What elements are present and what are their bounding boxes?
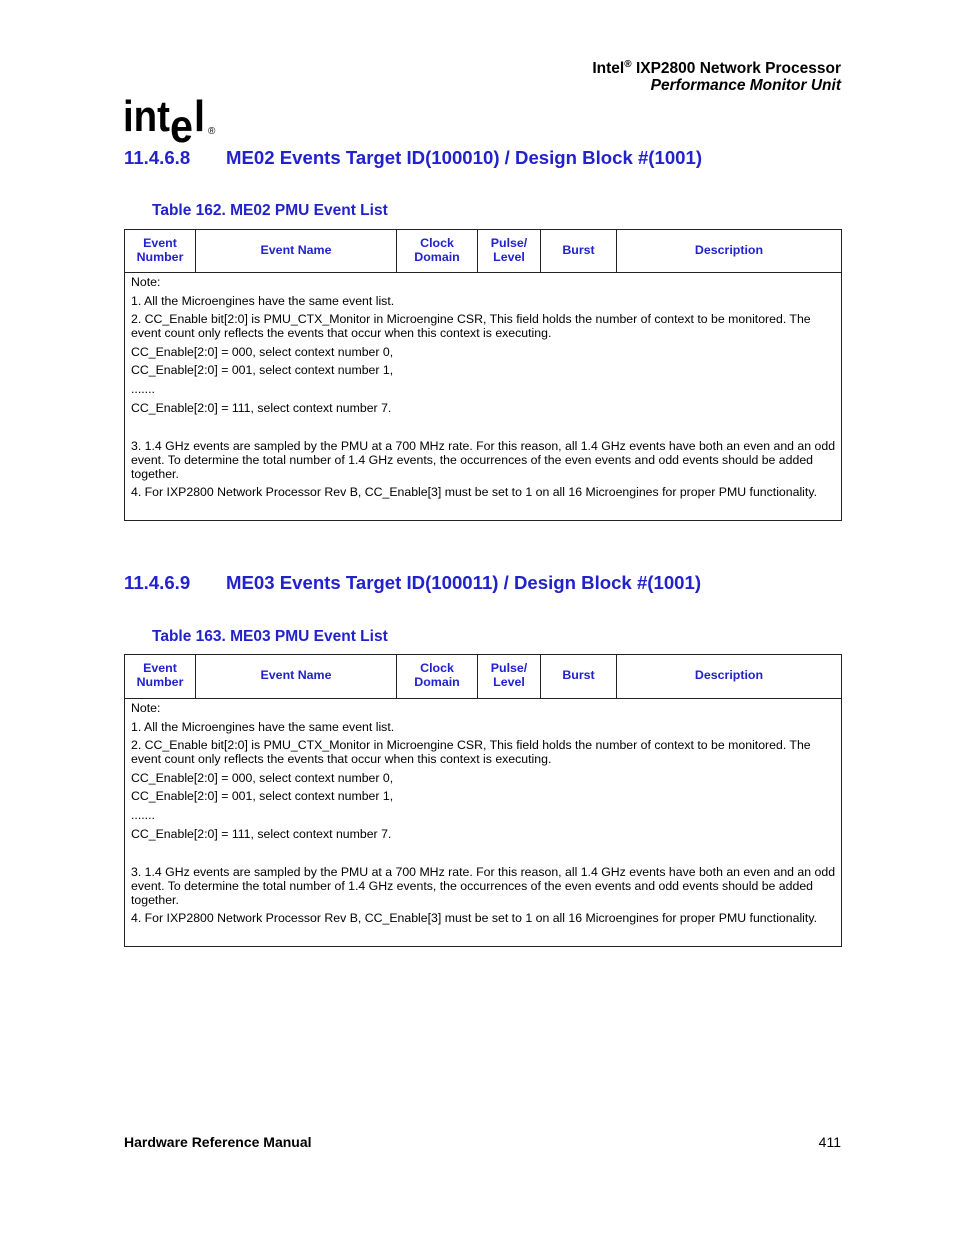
- context-ellipsis: .......: [131, 381, 155, 396]
- note-heading: Note:: [131, 701, 161, 715]
- logo-part-dropped-e: e: [170, 100, 193, 148]
- table-caption: Table 162. ME02 PMU Event List: [152, 202, 388, 219]
- pmu-event-table: [124, 654, 842, 947]
- logo-part-l: l: [194, 92, 205, 141]
- section-title: ME03 Events Target ID(100011) / Design Block #(1001): [226, 572, 702, 593]
- column-header-event-number: Event Number: [125, 655, 196, 698]
- section-heading: [124, 147, 702, 169]
- column-header-burst: Burst: [541, 230, 617, 272]
- context-select-000: CC_Enable[2:0] = 000, select context number 0,: [131, 344, 394, 359]
- column-header-clock-domain: Clock Domain: [397, 230, 478, 272]
- note-item-1: 1. All the Microengines have the same event list.: [131, 719, 395, 734]
- note-item-3: 3. 1.4 GHz events are sampled by the PMU at a 700 MHz rate. For this reason, all 1.4 GHz events have both an even and an odd event. To determine the total number of 1.4 GHz events, the occurrences of the even events and odd events should be added together.: [131, 864, 836, 907]
- context-select-001: CC_Enable[2:0] = 001, select context number 1,: [131, 363, 394, 378]
- table-note-cell: [125, 273, 841, 520]
- pmu-event-table: [124, 229, 842, 521]
- product-name: IXP2800 Network Processor: [635, 60, 841, 77]
- note-spacer: [131, 419, 841, 439]
- column-header-event-number: Event Number: [125, 230, 196, 272]
- note-item-2: 2. CC_Enable bit[2:0] is PMU_CTX_Monitor in Microengine CSR, This field holds the number of context to be monitored. The event count only reflects the events that occur when this context is executing.: [131, 738, 811, 767]
- context-select-000: CC_Enable[2:0] = 000, select context number 0,: [131, 770, 394, 785]
- section-title: ME02 Events Target ID(100010) / Design Block #(1001): [226, 147, 703, 168]
- table-caption: Table 163. ME03 PMU Event List: [152, 628, 388, 645]
- brand-name: Intel: [592, 60, 625, 77]
- logo-part-int: int: [123, 92, 171, 141]
- registered-mark: ®: [624, 59, 632, 70]
- section-number: 11.4.6.9: [124, 572, 191, 593]
- note-item-3: 3. 1.4 GHz events are sampled by the PMU at a 700 MHz rate. For this reason, all 1.4 GHz events have both an even and an odd event. To determine the total number of 1.4 GHz events, the occurrences of the even events and odd events should be added together.: [131, 438, 836, 481]
- column-header-burst: Burst: [541, 655, 617, 698]
- note-spacer: [131, 845, 841, 865]
- section-heading: [124, 572, 701, 594]
- context-select-111: CC_Enable[2:0] = 111, select context number 7.: [131, 826, 392, 841]
- note-heading: Note:: [131, 275, 161, 289]
- note-item-4: 4. For IXP2800 Network Processor Rev B, CC_Enable[3] must be set to 1 on all 16 Microengines for proper PMU functionality.: [131, 485, 817, 500]
- intel-logo: [118, 88, 224, 148]
- logo-registered-mark: ®: [208, 126, 216, 137]
- footer-page-number: 411: [818, 1134, 841, 1150]
- note-item-1: 1. All the Microengines have the same event list.: [131, 293, 395, 308]
- column-header-event-name: Event Name: [196, 230, 397, 272]
- column-header-pulse-level: Pulse/ Level: [478, 230, 541, 272]
- chapter-title: Performance Monitor Unit: [650, 77, 841, 94]
- table-header-row: [125, 655, 841, 699]
- column-header-event-name: Event Name: [196, 655, 397, 698]
- column-header-description: Description: [694, 668, 764, 682]
- column-header-pulse-level: Pulse/ Level: [478, 655, 541, 698]
- footer-manual-title: Hardware Reference Manual: [124, 1134, 312, 1150]
- column-header-description: Description: [694, 242, 764, 257]
- table-header-row: [125, 230, 841, 273]
- table-note-cell: [125, 699, 841, 946]
- running-header: [592, 60, 841, 94]
- context-select-001: CC_Enable[2:0] = 001, select context number 1,: [131, 789, 394, 804]
- context-ellipsis: .......: [131, 807, 155, 822]
- note-item-4: 4. For IXP2800 Network Processor Rev B, CC_Enable[3] must be set to 1 on all 16 Microengines for proper PMU functionality.: [131, 911, 817, 926]
- note-item-2: 2. CC_Enable bit[2:0] is PMU_CTX_Monitor in Microengine CSR, This field holds the number of context to be monitored. The event count only reflects the events that occur when this context is executing.: [131, 312, 811, 341]
- column-header-clock-domain: Clock Domain: [397, 655, 478, 698]
- product-line: [592, 60, 841, 77]
- context-select-111: CC_Enable[2:0] = 111, select context number 7.: [131, 400, 392, 415]
- section-number: 11.4.6.8: [124, 147, 191, 168]
